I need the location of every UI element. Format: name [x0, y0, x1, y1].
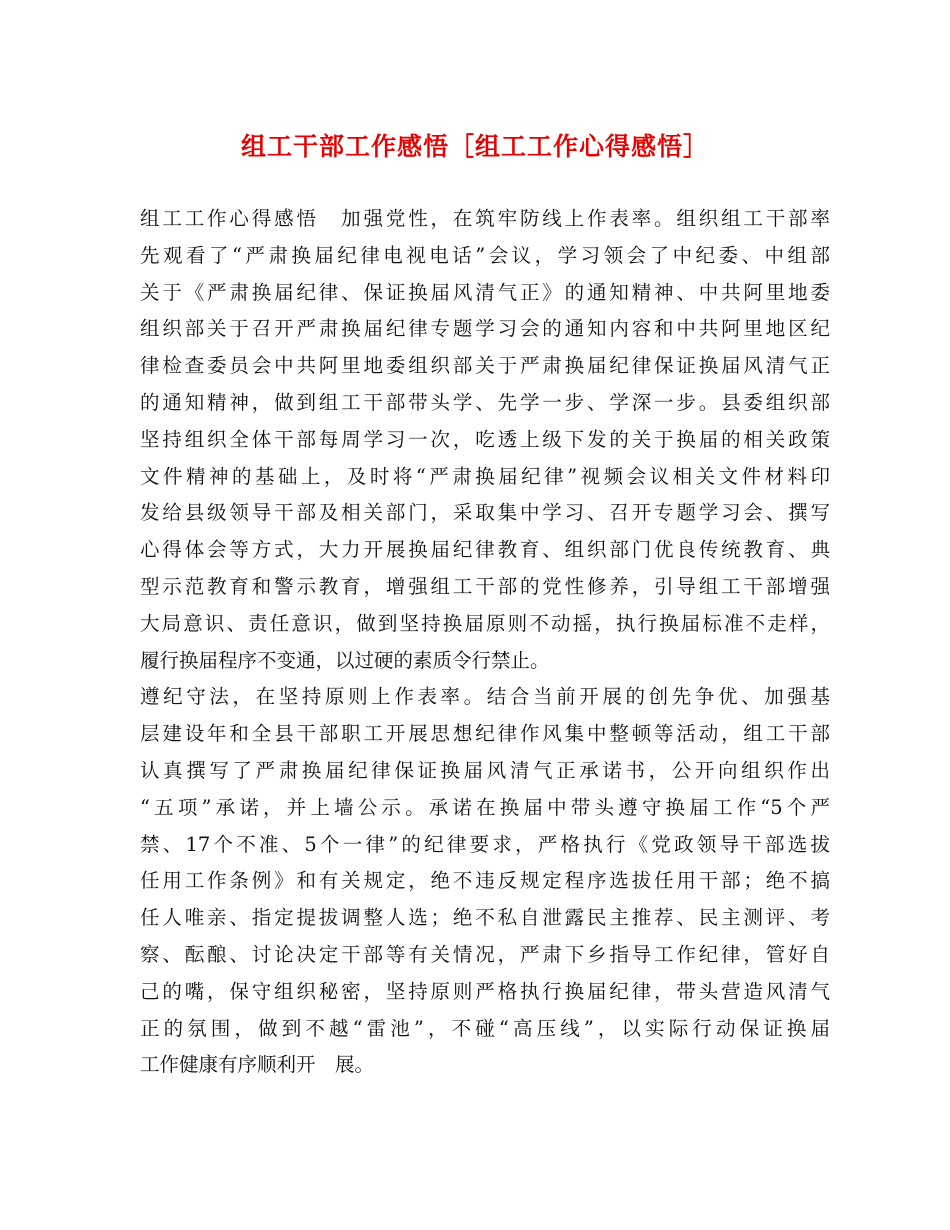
body-line: 己的嘴，保守组织秘密，坚持原则严格执行换届纪律，带头营造风清气 [140, 979, 830, 1003]
body-line: 正的氛围，做到不越“雷池”，不碰“高压线”，以实际行动保证换届 [140, 1016, 830, 1040]
body-line: 坚持组织全体干部每周学习一次，吃透上级下发的关于换届的相关政策 [140, 427, 830, 451]
body-line: 履行换届程序不变通，以过硬的素质令行禁止。 [140, 648, 550, 672]
body-line: 发给县级领导干部及相关部门，采取集中学习、召开专题学习会、撰写 [140, 501, 830, 525]
body-line: 禁、17个不准、5个一律”的纪律要求，严格执行《党政领导干部选拔 [140, 832, 830, 856]
body-line: 组工工作心得感悟 加强党性，在筑牢防线上作表率。组织组工干部率 [140, 207, 830, 230]
body-line: 遵纪守法，在坚持原则上作表率。结合当前开展的创先争优、加强基 [140, 685, 830, 709]
body-line: 察、酝酿、讨论决定干部等有关情况，严肃下乡指导工作纪律，管好自 [140, 942, 830, 966]
body-line: “五项”承诺，并上墙公示。承诺在换届中带头遵守换届工作“5个严 [140, 795, 830, 819]
body-line: 大局意识、责任意识，做到坚持换届原则不动摇，执行换届标准不走样， [140, 611, 830, 635]
body-line: 层建设年和全县干部职工开展思想纪律作风集中整顿等活动，组工干部 [140, 722, 830, 746]
body-line: 律检查委员会中共阿里地委组织部关于严肃换届纪律保证换届风清气正 [140, 354, 830, 378]
body-line: 关于《严肃换届纪律、保证换届风清气正》的通知精神、中共阿里地委 [140, 280, 830, 304]
body-line: 心得体会等方式，大力开展换届纪律教育、组织部门优良传统教育、典 [140, 538, 830, 562]
document-title: 组工干部工作感悟［组工工作心得感悟］ [240, 132, 709, 161]
body-line: 工作健康有序顺利开 展。 [140, 1053, 375, 1077]
body-line: 先观看了“严肃换届纪律电视电话”会议，学习领会了中纪委、中组部 [140, 243, 830, 267]
body-line: 文件精神的基础上，及时将“严肃换届纪律”视频会议相关文件材料印 [140, 464, 830, 488]
body-line: 任用工作条例》和有关规定，绝不违反规定程序选拔任用干部；绝不搞 [140, 869, 830, 893]
body-line: 认真撰写了严肃换届纪律保证换届风清气正承诺书，公开向组织作出 [140, 758, 830, 782]
body-line: 型示范教育和警示教育，增强组工干部的党性修养，引导组工干部增强 [140, 574, 830, 598]
body-line: 任人唯亲、指定提拔调整人选；绝不私自泄露民主推荐、民主测评、考 [140, 906, 830, 930]
body-line: 的通知精神，做到组工干部带头学、先学一步、学深一步。县委组织部 [140, 390, 830, 414]
body-line: 组织部关于召开严肃换届纪律专题学习会的通知内容和中共阿里地区纪 [140, 317, 830, 341]
document-body [140, 201, 830, 1084]
